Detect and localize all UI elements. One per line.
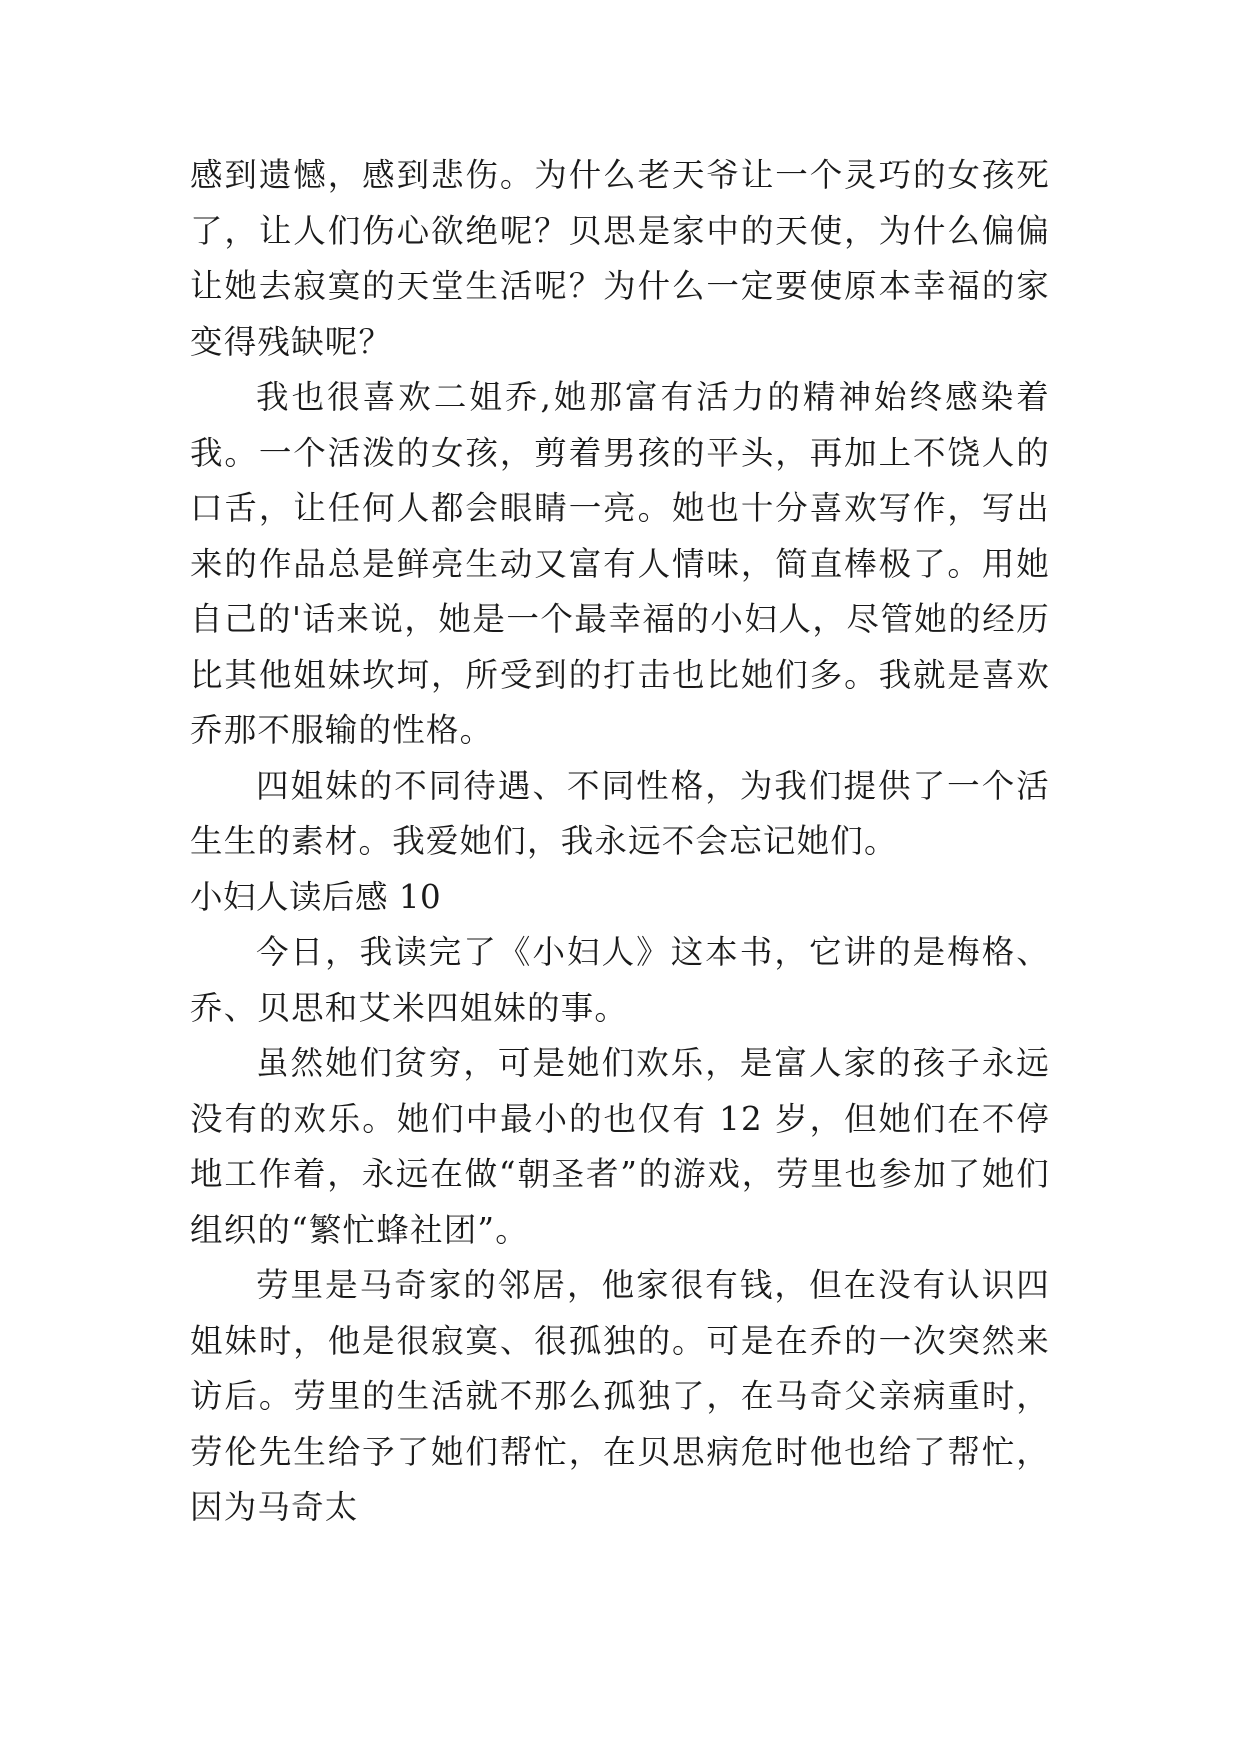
paragraph-2: 我也很喜欢二姐乔,她那富有活力的精神始终感染着我。一个活泼的女孩，剪着男孩的平头，再加上不饶人的口舌，让任何人都会眼睛一亮。她也十分喜欢写作，写出来的作品总是鲜亮生动又富有人情味，简直棒极了。用她自己的'话来说，她是一个最幸福的小妇人，尽管她的经历比其他姐妹坎坷，所受到的打击也比她们多。我就是喜欢乔那不服输的性格。 <box>190 378 1050 749</box>
section-paragraph-2: 虽然她们贫穷，可是她们欢乐，是富人家的孩子永远没有的欢乐。她们中最小的也仅有 12 岁，但她们在不停地工作着，永远在做“朝圣者”的游戏，劳里也参加了她们组织的“繁忙蜂社团”。 <box>190 1044 1050 1249</box>
document-body <box>190 148 1050 1536</box>
section-paragraph-1: 今日，我读完了《小妇人》这本书，它讲的是梅格、乔、贝思和艾米四姐妹的事。 <box>190 933 1050 1027</box>
paragraph-3: 四姐妹的不同待遇、不同性格，为我们提供了一个活生生的素材。我爱她们，我永远不会忘记她们。 <box>190 766 1050 860</box>
paragraph-1: 感到遗憾，感到悲伤。为什么老天爷让一个灵巧的女孩死了，让人们伤心欲绝呢？贝思是家中的天使，为什么偏偏让她去寂寞的天堂生活呢？为什么一定要使原本幸福的家变得残缺呢？ <box>190 156 1050 361</box>
section-title: 小妇人读后感 10 <box>190 877 442 916</box>
section-paragraph-3: 劳里是马奇家的邻居，他家很有钱，但在没有认识四姐妹时，他是很寂寞、很孤独的。可是在乔的一次突然来访后。劳里的生活就不那么孤独了，在马奇父亲病重时，劳伦先生给予了她们帮忙，在贝思病危时他也给了帮忙，因为马奇太 <box>190 1266 1050 1526</box>
